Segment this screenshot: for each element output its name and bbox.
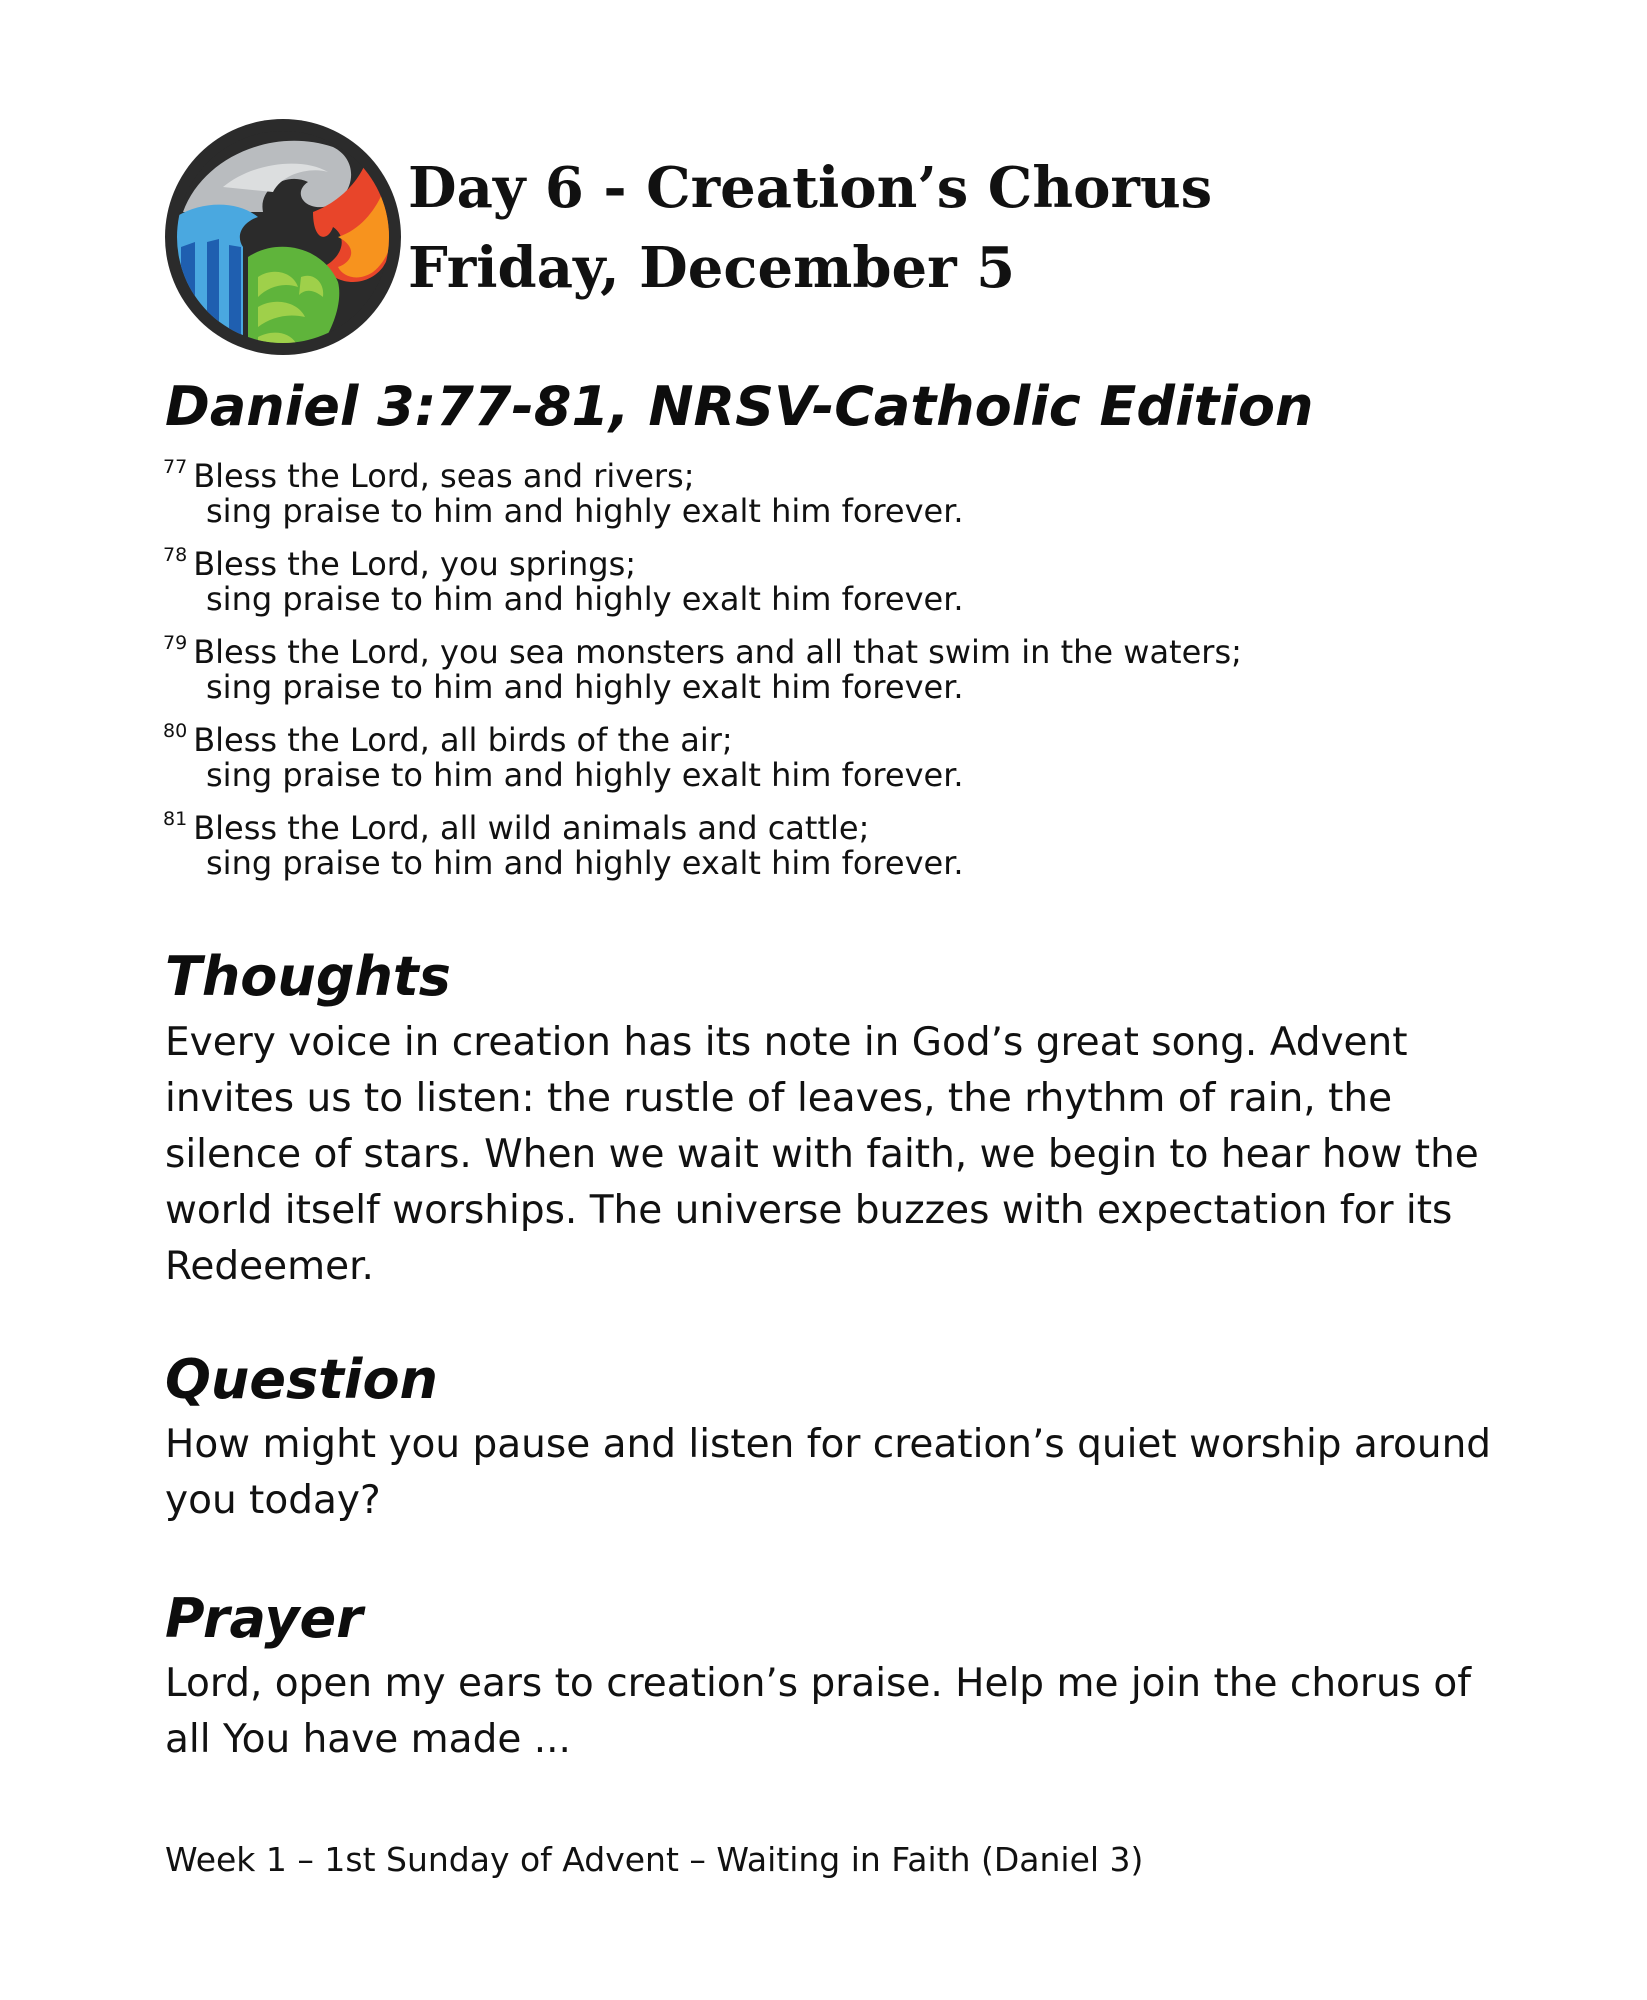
verse-line bbox=[163, 709, 1242, 759]
verse-refrain: sing praise to him and highly exalt him forever. bbox=[206, 668, 964, 706]
elements-circle-logo bbox=[163, 117, 403, 357]
verse-number: 79 bbox=[163, 632, 188, 654]
title-block bbox=[408, 148, 1212, 308]
verse-refrain: sing praise to him and highly exalt him forever. bbox=[206, 756, 964, 794]
verse-number: 81 bbox=[163, 808, 188, 830]
verse-text: Bless the Lord, all wild animals and cattle; bbox=[193, 809, 870, 847]
question-text: How might you pause and listen for creation’s quiet worship around you today? bbox=[165, 1422, 1492, 1523]
scripture-verses bbox=[163, 445, 1242, 885]
verse-number: 78 bbox=[163, 544, 188, 566]
verse-refrain: sing praise to him and highly exalt him forever. bbox=[206, 580, 964, 618]
page-title: Day 6 - Creation’s Chorus bbox=[408, 155, 1213, 221]
verse-text: Bless the Lord, all birds of the air; bbox=[193, 721, 733, 759]
verse-text: Bless the Lord, you sea monsters and all that swim in the waters; bbox=[193, 633, 1242, 671]
page-date: Friday, December 5 bbox=[408, 235, 1016, 301]
verse-line bbox=[163, 445, 1242, 495]
thoughts-heading: Thoughts bbox=[165, 945, 451, 1008]
verse-line bbox=[163, 621, 1242, 671]
verse-number: 77 bbox=[163, 456, 188, 478]
verse-number: 80 bbox=[163, 720, 188, 742]
verse-text: Bless the Lord, seas and rivers; bbox=[193, 457, 695, 495]
page-footer: Week 1 – 1st Sunday of Advent – Waiting in Faith (Daniel 3) bbox=[165, 1840, 1144, 1879]
verse-text: Bless the Lord, you springs; bbox=[193, 545, 637, 583]
verse-line bbox=[163, 533, 1242, 583]
thoughts-text: Every voice in creation has its note in God’s great song. Advent invites us to listen: the rustle of leaves, the rhythm of rain, the silence of stars. When we wait with faith, we begin to hear how the world itself worships. The universe buzzes with expectation for its Redeemer. bbox=[165, 1020, 1479, 1289]
prayer-heading: Prayer bbox=[165, 1587, 363, 1650]
scripture-heading: Daniel 3:77-81, NRSV-Catholic Edition bbox=[165, 375, 1314, 438]
verse-refrain: sing praise to him and highly exalt him forever. bbox=[206, 492, 964, 530]
prayer-text: Lord, open my ears to creation’s praise. Help me join the chorus of all You have made ... bbox=[165, 1661, 1471, 1762]
question-heading: Question bbox=[165, 1348, 438, 1411]
verse-refrain: sing praise to him and highly exalt him forever. bbox=[206, 844, 964, 882]
verse-line bbox=[163, 797, 1242, 847]
